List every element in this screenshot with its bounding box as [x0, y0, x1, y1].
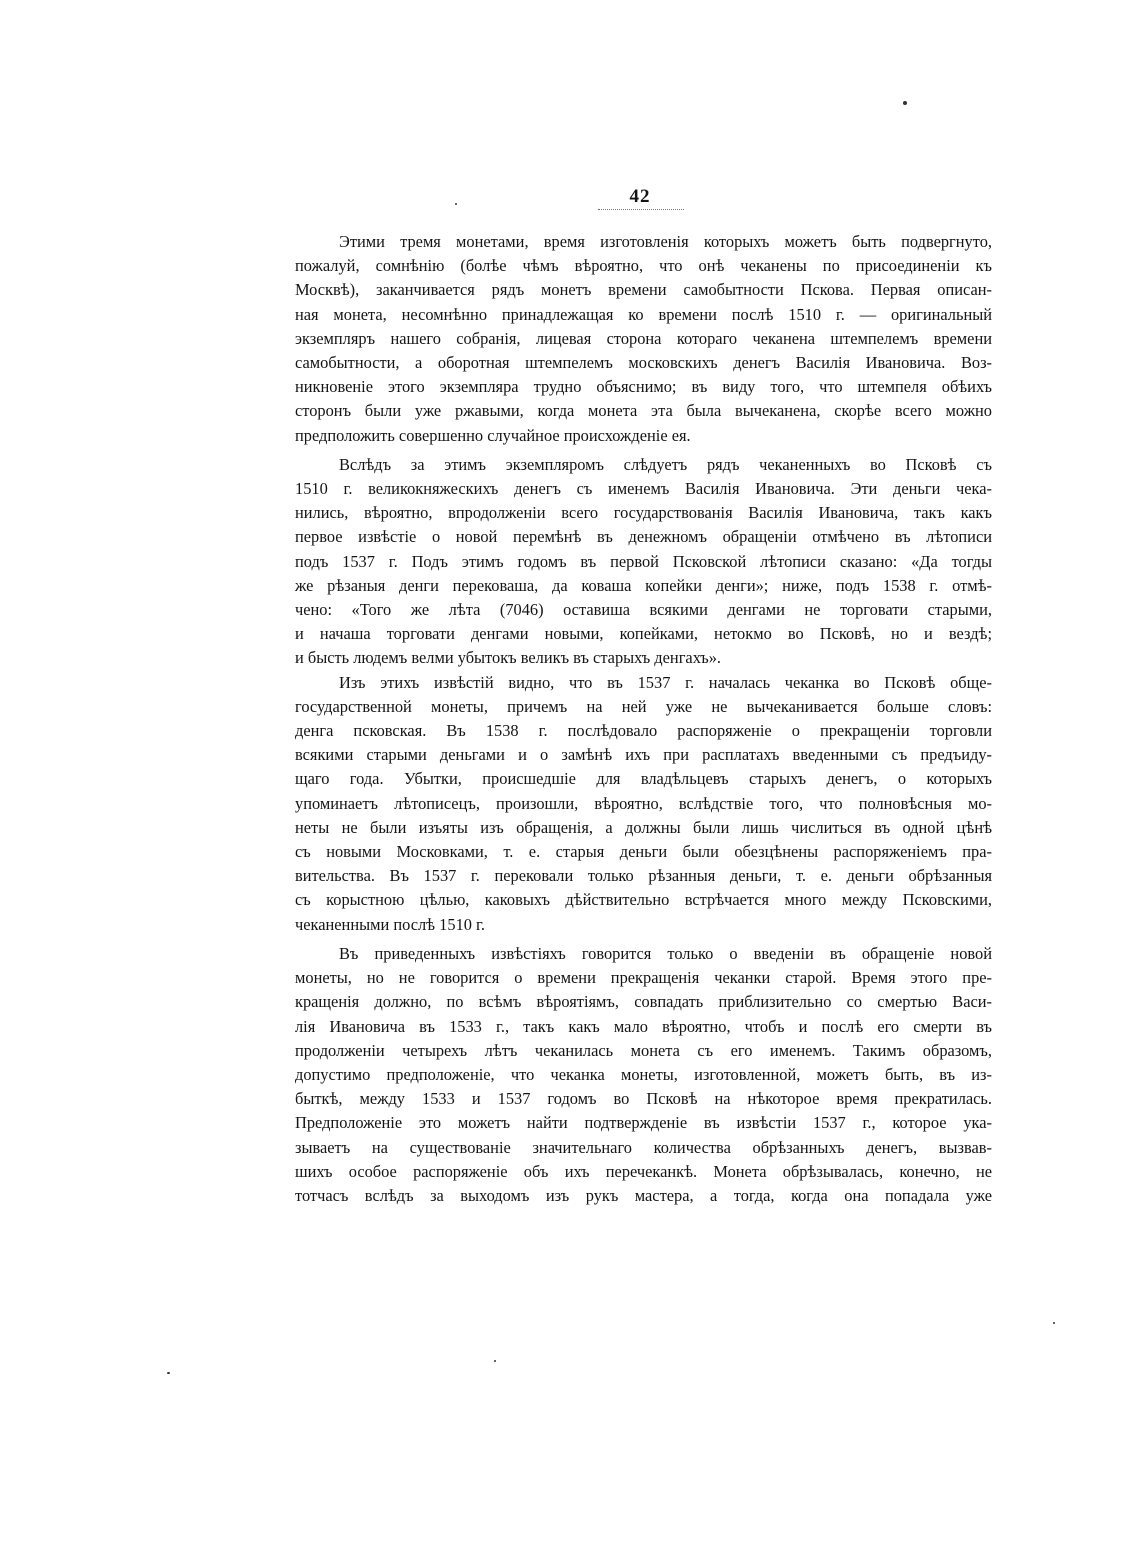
text-line: допустимо предположеніе, что чеканка монеты, изготовленной, можетъ быть, въ из- — [295, 1064, 992, 1084]
text-line: и бысть людемъ велми убытокъ великъ въ старыхъ денгахъ». — [295, 648, 722, 668]
text-line: чено: «Того же лѣта (7046) оставиша всякими денгами не торговати старыми, — [295, 600, 992, 620]
text-line: щаго года. Убытки, происшедшіе для владѣльцевъ старыхъ денегъ, о которыхъ — [295, 769, 992, 789]
paragraph-1 — [295, 230, 992, 448]
text-line: экземпляръ нашего собранія, лицевая сторона котораго чеканена штемпелемъ времени — [295, 328, 992, 348]
text-line: вительства. Въ 1537 г. перековали только рѣзанныя деньги, т. е. деньги обрѣзанныя — [295, 866, 992, 886]
text-line: Этими тремя монетами, время изготовленія которыхъ можетъ быть подвергнуто, — [339, 232, 992, 251]
page-number-rule — [598, 209, 684, 210]
scan-speck — [455, 203, 457, 205]
text-line: быткѣ, между 1533 и 1537 годомъ во Псковѣ на нѣкоторое время прекратилась. — [295, 1089, 992, 1109]
text-line: сторонъ были уже ржавыми, когда монета эта была вычеканена, скорѣе всего можно — [295, 401, 992, 421]
text-line: Изъ этихъ извѣстій видно, что въ 1537 г. началась чеканка во Псковѣ обще- — [339, 672, 992, 692]
text-line: 1510 г. великокняжескихъ денегъ съ именемъ Василія Ивановича. Эти деньги чека- — [295, 479, 992, 499]
text-line: съ корыстною цѣлью, каковыхъ дѣйствительно встрѣчается много между Псковскими, — [295, 890, 992, 910]
paragraph-4 — [295, 942, 992, 1208]
paragraph-3 — [295, 671, 992, 937]
text-line: продолженіи четырехъ лѣтъ чеканилась монета съ его именемъ. Такимъ образомъ, — [295, 1040, 992, 1060]
text-line: подъ 1537 г. Подъ этимъ годомъ въ первой Псковской лѣтописи сказано: «Да тогды — [295, 551, 992, 571]
scan-speck — [1053, 1322, 1055, 1324]
text-line: Въ приведенныхъ извѣстіяхъ говорится только о введеніи въ обращеніе новой — [339, 943, 992, 963]
text-line: лія Ивановича въ 1533 г., такъ какъ мало вѣроятно, чтобъ и послѣ его смерти въ — [295, 1016, 992, 1036]
text-line: ная монета, несомнѣнно принадлежащая ко времени послѣ 1510 г. — оригинальный — [295, 304, 992, 324]
text-line: зываетъ на существованіе значительнаго количества обрѣзанныхъ денегъ, вызвав- — [295, 1137, 992, 1157]
text-line: первое извѣстіе о новой перемѣнѣ въ денежномъ обращеніи отмѣчено въ лѣтописи — [295, 527, 992, 547]
page-number: 42 — [629, 186, 651, 207]
text-body — [295, 230, 992, 1208]
scan-speck — [494, 1360, 496, 1362]
scan-speck — [903, 101, 907, 105]
text-line: монеты, но не говорится о времени прекращенія чеканки старой. Время этого пре- — [295, 968, 992, 988]
scan-speck — [167, 1372, 170, 1374]
text-line: тотчасъ вслѣдъ за выходомъ изъ рукъ мастера, а тогда, когда она попадала уже — [295, 1185, 992, 1205]
text-line: чеканенными послѣ 1510 г. — [295, 914, 486, 934]
text-line: самобытности, а оборотная штемпелемъ московскихъ денегъ Василія Ивановича. Воз- — [295, 353, 992, 373]
text-line: всякими старыми деньгами и о замѣнѣ ихъ при расплатахъ введенными съ предъиду- — [295, 745, 992, 765]
text-line: упоминаетъ лѣтописецъ, произошли, вѣроятно, вслѣдствіе того, что полновѣсныя мо- — [295, 793, 992, 813]
text-line: Москвѣ), заканчивается рядъ монетъ времени самобытности Пскова. Первая описан- — [295, 280, 992, 300]
text-line: шихъ особое распоряженіе объ ихъ перечеканкѣ. Монета обрѣзывалась, конечно, не — [295, 1161, 992, 1181]
text-line: Предположеніе это можетъ найти подтвержденіе въ извѣстіи 1537 г., которое ука- — [295, 1113, 992, 1133]
text-line: никновеніе этого экземпляра трудно объяснимо; въ виду того, что штемпеля обѣихъ — [295, 377, 992, 397]
text-line: Вслѣдъ за этимъ экземпляромъ слѣдуетъ рядъ чеканенныхъ во Псковѣ съ — [339, 454, 992, 474]
text-line: съ новыми Московками, т. е. старыя деньги были обезцѣнены распоряженіемъ пра- — [295, 842, 992, 862]
text-line: и начаша торговати денгами новыми, копейками, нетокмо во Псковѣ, но и вездѣ; — [295, 624, 992, 644]
text-line: государственной монеты, причемъ на ней уже не вычеканивается больше словъ: — [295, 696, 992, 716]
text-line: предположить совершенно случайное происхожденіе ея. — [295, 425, 691, 445]
paragraph-2 — [295, 453, 992, 671]
text-line: же рѣзаныя денги перековаша, да коваша копейки денги»; ниже, подъ 1538 г. отмѣ- — [295, 575, 992, 595]
text-line: денга псковская. Въ 1538 г. послѣдовало распоряженіе о прекращеніи торговли — [295, 721, 992, 741]
text-line: неты не были изъяты изъ обращенія, а должны были лишь числиться въ одной цѣнѣ — [295, 817, 992, 837]
text-line: нились, вѣроятно, впродолженіи всего государствованія Василія Ивановича, такъ какъ — [295, 503, 992, 523]
text-line: кращенія должно, по всѣмъ вѣроятіямъ, совпадать приблизительно со смертью Васи- — [295, 992, 992, 1012]
text-line: пожалуй, сомнѣнію (болѣе чѣмъ вѣроятно, что онѣ чеканены по присоединеніи къ — [295, 256, 992, 276]
